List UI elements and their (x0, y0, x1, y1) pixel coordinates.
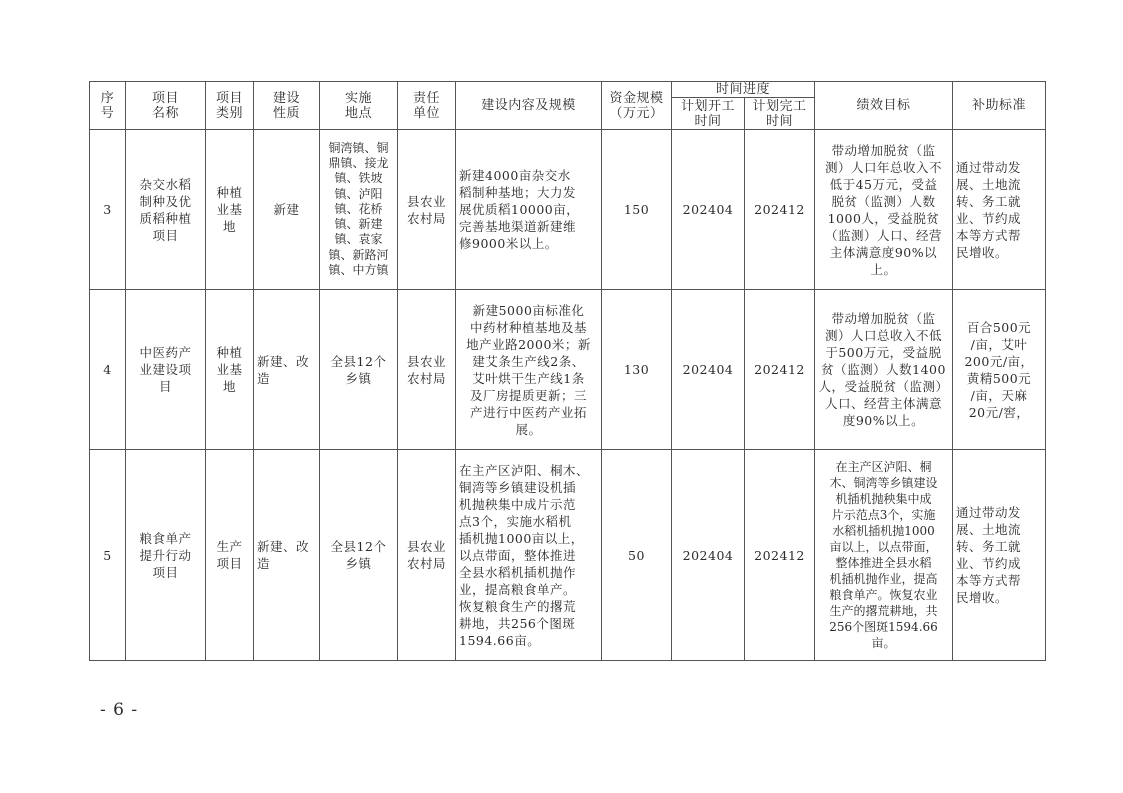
table-body (90, 130, 1046, 661)
cell-nature: 新建、改 造 (254, 450, 320, 661)
table-header (90, 82, 1046, 130)
cell-end: 202412 (745, 450, 815, 661)
cell-subsidy: 百合500元 /亩，艾叶 200元/亩， 黄精500元 /亩，天麻 20元/窖， (953, 290, 1046, 450)
cell-funds: 130 (602, 290, 672, 450)
cell-unit: 县农业 农村局 (398, 450, 456, 661)
table-row (90, 290, 1046, 450)
cell-subsidy: 通过带动发 展、土地流 转、务工就 业、节约成 本等方式帮 民增收。 (953, 130, 1046, 290)
cell-seq: 4 (90, 290, 126, 450)
header-content: 建设内容及规模 (456, 82, 602, 130)
cell-location: 全县12个 乡镇 (320, 290, 398, 450)
header-funds: 资金规模 （万元） (602, 82, 672, 130)
header-start: 计划开工 时间 (672, 98, 745, 130)
header-seq: 序 号 (90, 82, 126, 130)
table-row (90, 450, 1046, 661)
cell-goal: 带动增加脱贫（监 测）人口总收入不低 于500万元，受益脱 贫（监测）人数1400 人，受益脱贫（监测） 人口、经营主体满意 度90%以上。 (815, 290, 953, 450)
cell-seq: 3 (90, 130, 126, 290)
cell-type: 生产 项目 (206, 450, 254, 661)
header-type: 项目 类别 (206, 82, 254, 130)
cell-subsidy: 通过带动发 展、土地流 转、务工就 业、节约成 本等方式帮 民增收。 (953, 450, 1046, 661)
table-row (90, 130, 1046, 290)
header-end: 计划完工 时间 (745, 98, 815, 130)
cell-seq: 5 (90, 450, 126, 661)
cell-location: 全县12个 乡镇 (320, 450, 398, 661)
cell-nature: 新建 (254, 130, 320, 290)
header-name: 项目 名称 (126, 82, 206, 130)
header-goal: 绩效目标 (815, 82, 953, 130)
cell-goal: 带动增加脱贫（监 测）人口年总收入不 低于45万元，受益 脱贫（监测）人数 1000人，受益脱贫 （监测）人口、经营 主体满意度90%以 上。 (815, 130, 953, 290)
header-schedule: 时间进度 (672, 82, 815, 98)
project-table (89, 81, 1046, 661)
cell-name: 杂交水稻 制种及优 质稻种植 项目 (126, 130, 206, 290)
cell-content: 新建5000亩标准化 中药材种植基地及基 地产业路2000米；新 建艾条生产线2条、 艾叶烘干生产线1条 及厂房提质更新；三 产进行中医药产业拓 展。 (456, 290, 602, 450)
cell-name: 中医药产 业建设项 目 (126, 290, 206, 450)
header-unit: 责任 单位 (398, 82, 456, 130)
header-subsidy: 补助标准 (953, 82, 1046, 130)
cell-type: 种植 业基 地 (206, 130, 254, 290)
cell-name: 粮食单产 提升行动 项目 (126, 450, 206, 661)
cell-start: 202404 (672, 130, 745, 290)
cell-location: 铜湾镇、铜 鼎镇、接龙 镇、铁坡 镇、泸阳 镇、花桥 镇、新建 镇、袁家 镇、新路河 镇、中方镇 (320, 130, 398, 290)
cell-goal: 在主产区泸阳、桐 木、铜湾等乡镇建设 机插机抛秧集中成 片示范点3个，实施 水稻机插机抛1000 亩以上，以点带面， 整体推进全县水稻 机插机抛作业，提高 粮食单产。恢复农业 生产的撂荒耕地，共 256个图斑1594.66 亩。 (815, 450, 953, 661)
cell-nature: 新建、改 造 (254, 290, 320, 450)
cell-funds: 50 (602, 450, 672, 661)
cell-end: 202412 (745, 130, 815, 290)
cell-content: 在主产区泸阳、桐木、 铜湾等乡镇建设机插 机抛秧集中成片示范 点3个，实施水稻机 插机抛1000亩以上， 以点带面，整体推进 全县水稻机插机抛作 业，提高粮食单产。 恢复粮食生产的撂荒 耕地，共256个图斑 1594.66亩。 (456, 450, 602, 661)
cell-start: 202404 (672, 290, 745, 450)
cell-unit: 县农业 农村局 (398, 290, 456, 450)
cell-unit: 县农业 农村局 (398, 130, 456, 290)
cell-start: 202404 (672, 450, 745, 661)
cell-content: 新建4000亩杂交水 稻制种基地；大力发 展优质稻10000亩， 完善基地渠道新建维 修9000米以上。 (456, 130, 602, 290)
header-location: 实施 地点 (320, 82, 398, 130)
header-nature: 建设 性质 (254, 82, 320, 130)
cell-end: 202412 (745, 290, 815, 450)
cell-funds: 150 (602, 130, 672, 290)
page-number: - 6 - (100, 700, 139, 720)
cell-type: 种植 业基 地 (206, 290, 254, 450)
